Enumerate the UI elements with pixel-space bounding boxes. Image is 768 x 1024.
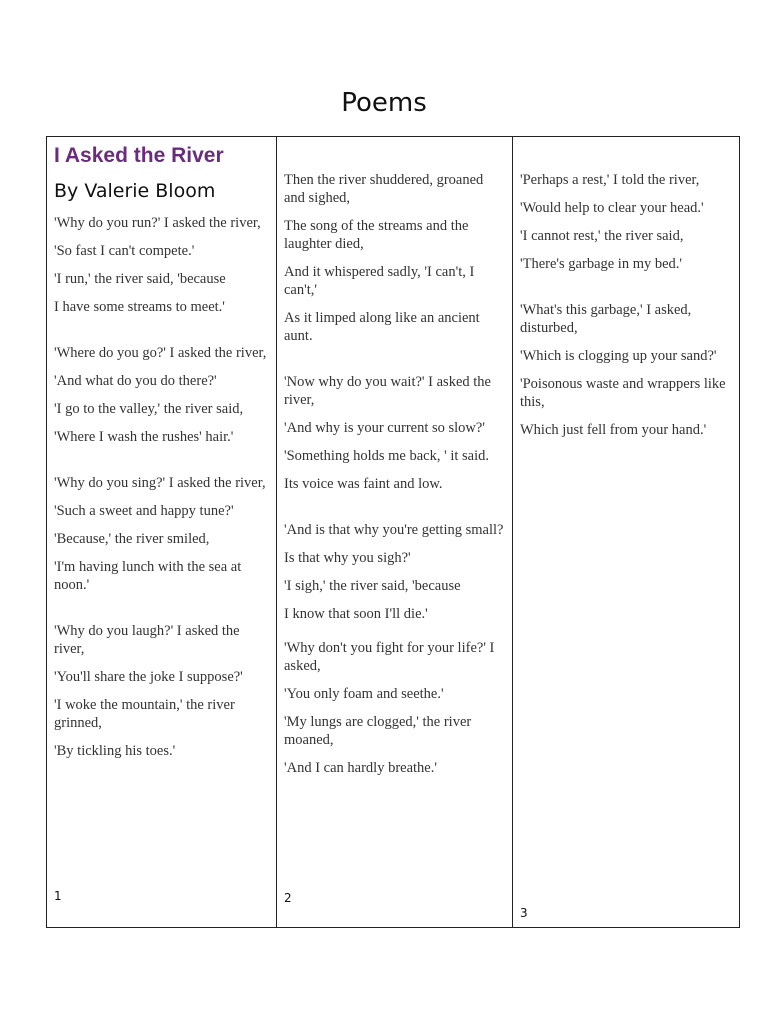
stanza (520, 301, 733, 439)
stanza (54, 344, 270, 446)
poem-line: 'And what do you do there?' (54, 373, 217, 389)
poem-line: 'Would help to clear your head.' (520, 200, 704, 216)
poem-line: 'I run,' the river said, 'because (54, 271, 226, 287)
stanza (284, 171, 506, 345)
poem-line: I know that soon I'll die.' (284, 606, 428, 622)
poem-line: 'Perhaps a rest,' I told the river, (520, 172, 700, 188)
poem-line: 'I cannot rest,' the river said, (520, 228, 684, 244)
poem-line: 'Why don't you fight for your life?' I asked, (284, 640, 495, 674)
page-number: 2 (284, 891, 292, 905)
poem-line: Its voice was faint and low. (284, 476, 443, 492)
stanza (284, 373, 506, 493)
column-2 (277, 137, 513, 927)
poem-author: By Valerie Bloom (54, 180, 216, 202)
poem-line: 'My lungs are clogged,' the river moaned, (284, 714, 472, 748)
poem-line: 'Because,' the river smiled, (54, 531, 210, 547)
poem-line: 'You'll share the joke I suppose?' (54, 669, 243, 685)
poem-line: 'I sigh,' the river said, 'because (284, 578, 461, 594)
poem-line: 'And is that why you're getting small? (284, 522, 504, 538)
stanza (284, 521, 506, 623)
poem-line: Then the river shuddered, groaned and sighed, (284, 172, 484, 206)
poem-line: Which just fell from your hand.' (520, 422, 707, 438)
stanza (284, 639, 506, 777)
poem-table (46, 136, 740, 928)
poem-line: I have some streams to meet.' (54, 299, 225, 315)
page-title: Poems (341, 88, 427, 118)
poem-line: 'You only foam and seethe.' (284, 686, 444, 702)
column-1 (47, 137, 277, 927)
stanza (54, 214, 270, 316)
poem-title: I Asked the River (54, 144, 224, 167)
stanza (54, 622, 270, 760)
poem-line: 'Where do you go?' I asked the river, (54, 345, 267, 361)
page-number: 1 (54, 889, 62, 903)
poem-line: 'Something holds me back, ' it said. (284, 448, 489, 464)
poem-line: 'Such a sweet and happy tune?' (54, 503, 234, 519)
stanza (520, 171, 733, 273)
poem-line: 'Why do you laugh?' I asked the river, (54, 623, 240, 657)
poem-line: 'I woke the mountain,' the river grinned, (54, 697, 235, 731)
poem-line: 'What's this garbage,' I asked, disturbed, (520, 302, 692, 336)
column-3 (513, 137, 739, 927)
poem-line: 'Where I wash the rushes' hair.' (54, 429, 234, 445)
poem-line: 'And why is your current so slow?' (284, 420, 485, 436)
poem-line: The song of the streams and the laughter died, (284, 218, 469, 252)
stanza (54, 474, 270, 594)
page-number: 3 (520, 906, 528, 920)
poem-line: 'Which is clogging up your sand?' (520, 348, 717, 364)
poem-line: Is that why you sigh?' (284, 550, 411, 566)
poem-line: 'And I can hardly breathe.' (284, 760, 437, 776)
poem-line: 'I go to the valley,' the river said, (54, 401, 244, 417)
poem-line: 'Why do you run?' I asked the river, (54, 215, 261, 231)
poem-line: And it whispered sadly, 'I can't, I can't,' (284, 264, 475, 298)
poem-line: As it limped along like an ancient aunt. (284, 310, 480, 344)
poem-line: 'I'm having lunch with the sea at noon.' (54, 559, 242, 593)
poem-line: 'Poisonous waste and wrappers like this, (520, 376, 726, 410)
poem-line: 'So fast I can't compete.' (54, 243, 195, 259)
poem-line: 'There's garbage in my bed.' (520, 256, 683, 272)
poem-line: 'By tickling his toes.' (54, 743, 176, 759)
poem-line: 'Why do you sing?' I asked the river, (54, 475, 266, 491)
poem-line: 'Now why do you wait?' I asked the river, (284, 374, 491, 408)
